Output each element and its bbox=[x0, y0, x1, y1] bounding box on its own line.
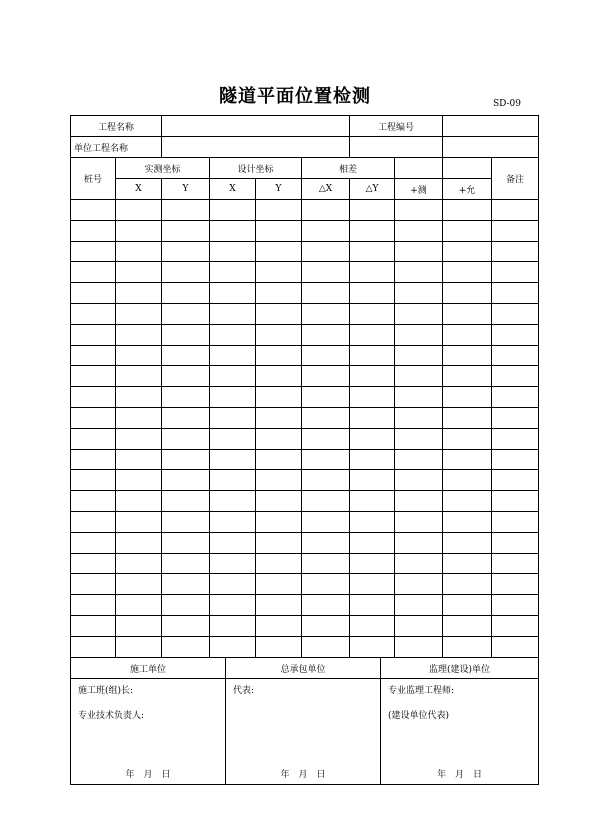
table-cell[interactable] bbox=[395, 366, 443, 387]
table-row bbox=[71, 470, 539, 491]
table-cell[interactable] bbox=[395, 345, 443, 366]
table-cell[interactable] bbox=[492, 428, 539, 449]
table-cell[interactable] bbox=[256, 345, 302, 366]
table-row bbox=[71, 636, 539, 657]
table-row bbox=[71, 574, 539, 595]
table-cell[interactable] bbox=[256, 428, 302, 449]
table-cell[interactable] bbox=[116, 283, 162, 304]
table-cell[interactable] bbox=[116, 324, 162, 345]
table-cell[interactable] bbox=[71, 615, 116, 636]
table-cell[interactable] bbox=[302, 345, 350, 366]
table-cell[interactable] bbox=[210, 553, 256, 574]
table-cell[interactable] bbox=[162, 407, 210, 428]
form-code: SD-09 bbox=[492, 99, 521, 109]
table-cell[interactable] bbox=[443, 574, 492, 595]
table-cell[interactable] bbox=[350, 636, 395, 657]
table-cell[interactable] bbox=[162, 220, 210, 241]
col-design-y: Y bbox=[256, 179, 302, 200]
table-cell[interactable] bbox=[162, 200, 210, 221]
table-cell[interactable] bbox=[256, 553, 302, 574]
table-cell[interactable] bbox=[302, 220, 350, 241]
table-cell[interactable] bbox=[350, 324, 395, 345]
table-cell[interactable] bbox=[443, 200, 492, 221]
table-cell[interactable] bbox=[71, 574, 116, 595]
table-cell[interactable] bbox=[116, 553, 162, 574]
table-cell[interactable] bbox=[116, 220, 162, 241]
table-cell[interactable] bbox=[256, 615, 302, 636]
table-row bbox=[71, 262, 539, 283]
table-cell[interactable] bbox=[443, 595, 492, 616]
data-rows bbox=[71, 200, 539, 658]
table-cell[interactable] bbox=[116, 595, 162, 616]
table-cell[interactable] bbox=[256, 636, 302, 657]
header-row-project bbox=[71, 116, 539, 137]
table-cell[interactable] bbox=[116, 428, 162, 449]
table-cell[interactable] bbox=[71, 407, 116, 428]
table-cell[interactable] bbox=[350, 200, 395, 221]
table-cell[interactable] bbox=[492, 200, 539, 221]
table-cell[interactable] bbox=[395, 615, 443, 636]
table-cell[interactable] bbox=[71, 345, 116, 366]
table-cell[interactable] bbox=[350, 532, 395, 553]
project-name-field[interactable] bbox=[162, 116, 350, 137]
table-cell[interactable] bbox=[71, 387, 116, 408]
table-cell[interactable] bbox=[492, 241, 539, 262]
col-plus-allowed: +允 bbox=[443, 179, 492, 200]
table-cell[interactable] bbox=[395, 324, 443, 345]
table-cell[interactable] bbox=[302, 303, 350, 324]
table-cell[interactable] bbox=[395, 262, 443, 283]
table-cell[interactable] bbox=[492, 636, 539, 657]
table-cell[interactable] bbox=[350, 241, 395, 262]
table-cell[interactable] bbox=[71, 491, 116, 512]
table-cell[interactable] bbox=[210, 283, 256, 304]
table-cell[interactable] bbox=[492, 449, 539, 470]
table-cell[interactable] bbox=[492, 553, 539, 574]
construction-signature-cell[interactable] bbox=[71, 679, 226, 785]
table-cell[interactable] bbox=[492, 262, 539, 283]
table-cell[interactable] bbox=[256, 511, 302, 532]
table-row bbox=[71, 553, 539, 574]
table-cell[interactable] bbox=[350, 574, 395, 595]
table-cell[interactable] bbox=[210, 491, 256, 512]
table-cell[interactable] bbox=[350, 283, 395, 304]
table-cell[interactable] bbox=[492, 303, 539, 324]
supervision-signature-cell[interactable] bbox=[381, 679, 539, 785]
signature-table bbox=[70, 657, 539, 785]
table-cell[interactable] bbox=[350, 345, 395, 366]
table-cell[interactable] bbox=[162, 595, 210, 616]
table-cell[interactable] bbox=[492, 574, 539, 595]
table-cell[interactable] bbox=[71, 636, 116, 657]
table-row bbox=[71, 283, 539, 304]
table-cell[interactable] bbox=[350, 387, 395, 408]
table-row bbox=[71, 366, 539, 387]
table-cell[interactable] bbox=[210, 387, 256, 408]
table-cell[interactable] bbox=[210, 532, 256, 553]
col-design: 设计坐标 bbox=[210, 158, 302, 179]
table-cell[interactable] bbox=[116, 387, 162, 408]
table-cell[interactable] bbox=[443, 324, 492, 345]
table-cell[interactable] bbox=[162, 449, 210, 470]
table-cell[interactable] bbox=[395, 220, 443, 241]
table-cell[interactable] bbox=[256, 491, 302, 512]
table-row bbox=[71, 428, 539, 449]
table-cell[interactable] bbox=[395, 636, 443, 657]
table-cell[interactable] bbox=[443, 449, 492, 470]
table-cell[interactable] bbox=[492, 220, 539, 241]
table-cell[interactable] bbox=[350, 615, 395, 636]
table-cell[interactable] bbox=[395, 574, 443, 595]
table-cell[interactable] bbox=[71, 428, 116, 449]
table-cell[interactable] bbox=[492, 595, 539, 616]
table-cell[interactable] bbox=[116, 366, 162, 387]
table-cell[interactable] bbox=[162, 241, 210, 262]
table-cell[interactable] bbox=[256, 220, 302, 241]
table-row bbox=[71, 220, 539, 241]
table-cell[interactable] bbox=[116, 262, 162, 283]
table-cell[interactable] bbox=[492, 366, 539, 387]
table-cell[interactable] bbox=[256, 449, 302, 470]
col-remarks: 备注 bbox=[492, 158, 539, 200]
form-title: 隧道平面位置检测 bbox=[219, 86, 371, 107]
table-cell[interactable] bbox=[302, 262, 350, 283]
table-cell[interactable] bbox=[210, 200, 256, 221]
table-cell[interactable] bbox=[116, 511, 162, 532]
table-cell[interactable] bbox=[443, 470, 492, 491]
table-cell[interactable] bbox=[492, 387, 539, 408]
table-row bbox=[71, 345, 539, 366]
supervision-date: 年 月 日 bbox=[436, 770, 482, 780]
table-row bbox=[71, 449, 539, 470]
unit-project-label: 单位工程名称 bbox=[71, 137, 162, 158]
table-cell[interactable] bbox=[443, 387, 492, 408]
construction-unit-label: 施工单位 bbox=[71, 658, 226, 679]
table-cell[interactable] bbox=[162, 636, 210, 657]
table-cell[interactable] bbox=[302, 470, 350, 491]
table-cell[interactable] bbox=[71, 449, 116, 470]
table-cell[interactable] bbox=[71, 262, 116, 283]
table-cell[interactable] bbox=[302, 387, 350, 408]
table-cell[interactable] bbox=[162, 303, 210, 324]
table-cell[interactable] bbox=[302, 241, 350, 262]
table-cell[interactable] bbox=[443, 491, 492, 512]
table-cell[interactable] bbox=[302, 574, 350, 595]
table-cell[interactable] bbox=[71, 200, 116, 221]
table-cell[interactable] bbox=[302, 491, 350, 512]
table-cell[interactable] bbox=[256, 574, 302, 595]
construction-date: 年 月 日 bbox=[125, 770, 171, 780]
table-cell[interactable] bbox=[256, 470, 302, 491]
table-cell[interactable] bbox=[210, 449, 256, 470]
table-cell[interactable] bbox=[210, 511, 256, 532]
table-cell[interactable] bbox=[162, 324, 210, 345]
table-cell[interactable] bbox=[492, 511, 539, 532]
table-cell[interactable] bbox=[116, 200, 162, 221]
col-measured: 实测坐标 bbox=[116, 158, 210, 179]
table-cell[interactable] bbox=[116, 491, 162, 512]
table-cell[interactable] bbox=[395, 532, 443, 553]
table-cell[interactable] bbox=[302, 636, 350, 657]
table-cell[interactable] bbox=[210, 407, 256, 428]
table-cell[interactable] bbox=[256, 387, 302, 408]
representative-label: 代表: bbox=[233, 686, 255, 696]
table-cell[interactable] bbox=[210, 241, 256, 262]
project-no-field[interactable] bbox=[443, 116, 539, 137]
table-cell[interactable] bbox=[210, 303, 256, 324]
table-cell[interactable] bbox=[302, 366, 350, 387]
table-cell[interactable] bbox=[395, 200, 443, 221]
table-cell[interactable] bbox=[256, 595, 302, 616]
table-cell[interactable] bbox=[395, 428, 443, 449]
table-row bbox=[71, 387, 539, 408]
table-cell[interactable] bbox=[443, 615, 492, 636]
table-cell[interactable] bbox=[443, 636, 492, 657]
unit-project-blank-1[interactable] bbox=[350, 137, 443, 158]
table-cell[interactable] bbox=[395, 511, 443, 532]
table-cell[interactable] bbox=[162, 262, 210, 283]
table-cell[interactable] bbox=[210, 615, 256, 636]
column-header-row-1 bbox=[71, 158, 539, 179]
col-measured-y: Y bbox=[162, 179, 210, 200]
unit-project-blank-2[interactable] bbox=[443, 137, 539, 158]
table-cell[interactable] bbox=[443, 220, 492, 241]
table-cell[interactable] bbox=[302, 324, 350, 345]
table-cell[interactable] bbox=[443, 241, 492, 262]
table-cell[interactable] bbox=[162, 511, 210, 532]
table-cell[interactable] bbox=[71, 303, 116, 324]
table-cell[interactable] bbox=[492, 532, 539, 553]
table-cell[interactable] bbox=[210, 574, 256, 595]
inspection-table bbox=[70, 115, 539, 658]
table-cell[interactable] bbox=[492, 491, 539, 512]
table-cell[interactable] bbox=[256, 303, 302, 324]
table-cell[interactable] bbox=[256, 324, 302, 345]
table-cell[interactable] bbox=[71, 283, 116, 304]
table-cell[interactable] bbox=[350, 470, 395, 491]
tech-lead-label: 专业技术负责人: bbox=[78, 711, 145, 721]
table-row bbox=[71, 532, 539, 553]
table-cell[interactable] bbox=[350, 553, 395, 574]
table-cell[interactable] bbox=[350, 491, 395, 512]
table-cell[interactable] bbox=[210, 324, 256, 345]
table-cell[interactable] bbox=[116, 615, 162, 636]
supervising-engineer-label: 专业监理工程师: bbox=[388, 686, 455, 696]
table-cell[interactable] bbox=[443, 262, 492, 283]
table-cell[interactable] bbox=[350, 428, 395, 449]
table-cell[interactable] bbox=[210, 262, 256, 283]
table-cell[interactable] bbox=[256, 407, 302, 428]
table-cell[interactable] bbox=[492, 407, 539, 428]
table-cell[interactable] bbox=[443, 532, 492, 553]
column-header-row-2 bbox=[71, 179, 539, 200]
table-cell[interactable] bbox=[395, 470, 443, 491]
table-cell[interactable] bbox=[71, 553, 116, 574]
table-cell[interactable] bbox=[350, 220, 395, 241]
unit-project-field[interactable] bbox=[162, 137, 350, 158]
table-cell[interactable] bbox=[71, 532, 116, 553]
table-cell[interactable] bbox=[256, 283, 302, 304]
table-cell[interactable] bbox=[116, 449, 162, 470]
table-cell[interactable] bbox=[395, 241, 443, 262]
col-delta-x: △X bbox=[302, 179, 350, 200]
table-cell[interactable] bbox=[443, 407, 492, 428]
table-row bbox=[71, 200, 539, 221]
table-cell[interactable] bbox=[395, 553, 443, 574]
table-cell[interactable] bbox=[492, 615, 539, 636]
table-row bbox=[71, 491, 539, 512]
table-cell[interactable] bbox=[443, 345, 492, 366]
col-blank-2 bbox=[443, 158, 492, 179]
table-cell[interactable] bbox=[162, 345, 210, 366]
table-cell[interactable] bbox=[395, 387, 443, 408]
table-cell[interactable] bbox=[350, 595, 395, 616]
table-cell[interactable] bbox=[350, 366, 395, 387]
table-cell[interactable] bbox=[116, 407, 162, 428]
table-cell[interactable] bbox=[350, 407, 395, 428]
table-cell[interactable] bbox=[71, 241, 116, 262]
table-cell[interactable] bbox=[395, 491, 443, 512]
table-cell[interactable] bbox=[350, 303, 395, 324]
table-cell[interactable] bbox=[116, 345, 162, 366]
table-cell[interactable] bbox=[395, 595, 443, 616]
table-cell[interactable] bbox=[302, 595, 350, 616]
owner-rep-label: (建设单位代表) bbox=[388, 711, 450, 721]
table-cell[interactable] bbox=[256, 241, 302, 262]
project-no-label: 工程编号 bbox=[350, 116, 443, 137]
table-cell[interactable] bbox=[210, 595, 256, 616]
table-cell[interactable] bbox=[116, 532, 162, 553]
table-cell[interactable] bbox=[256, 262, 302, 283]
table-row bbox=[71, 595, 539, 616]
table-cell[interactable] bbox=[116, 470, 162, 491]
table-cell[interactable] bbox=[116, 636, 162, 657]
table-cell[interactable] bbox=[71, 470, 116, 491]
header-row-unit bbox=[71, 137, 539, 158]
table-cell[interactable] bbox=[395, 283, 443, 304]
table-cell[interactable] bbox=[443, 283, 492, 304]
table-cell[interactable] bbox=[162, 470, 210, 491]
table-cell[interactable] bbox=[256, 200, 302, 221]
contractor-date: 年 月 日 bbox=[280, 770, 326, 780]
table-cell[interactable] bbox=[443, 428, 492, 449]
table-cell[interactable] bbox=[492, 283, 539, 304]
table-cell[interactable] bbox=[71, 324, 116, 345]
table-cell[interactable] bbox=[210, 366, 256, 387]
table-cell[interactable] bbox=[443, 366, 492, 387]
project-name-label: 工程名称 bbox=[71, 116, 162, 137]
table-cell[interactable] bbox=[302, 511, 350, 532]
table-cell[interactable] bbox=[162, 574, 210, 595]
table-cell[interactable] bbox=[116, 303, 162, 324]
table-cell[interactable] bbox=[395, 303, 443, 324]
table-cell[interactable] bbox=[210, 220, 256, 241]
table-cell[interactable] bbox=[492, 324, 539, 345]
col-station: 桩号 bbox=[71, 158, 116, 200]
col-measured-x: X bbox=[116, 179, 162, 200]
table-cell[interactable] bbox=[71, 595, 116, 616]
table-cell[interactable] bbox=[443, 553, 492, 574]
table-cell[interactable] bbox=[256, 532, 302, 553]
table-cell[interactable] bbox=[162, 428, 210, 449]
table-cell[interactable] bbox=[302, 407, 350, 428]
table-cell[interactable] bbox=[302, 428, 350, 449]
table-cell[interactable] bbox=[210, 470, 256, 491]
table-cell[interactable] bbox=[395, 407, 443, 428]
table-row bbox=[71, 407, 539, 428]
table-row bbox=[71, 511, 539, 532]
table-cell[interactable] bbox=[162, 366, 210, 387]
table-cell[interactable] bbox=[162, 553, 210, 574]
col-design-x: X bbox=[210, 179, 256, 200]
team-leader-label: 施工班(组)长: bbox=[78, 686, 134, 696]
table-cell[interactable] bbox=[302, 449, 350, 470]
table-cell[interactable] bbox=[350, 449, 395, 470]
table-row bbox=[71, 241, 539, 262]
table-row bbox=[71, 324, 539, 345]
col-delta-y: △Y bbox=[350, 179, 395, 200]
table-cell[interactable] bbox=[302, 553, 350, 574]
table-cell[interactable] bbox=[116, 574, 162, 595]
table-cell[interactable] bbox=[302, 283, 350, 304]
table-cell[interactable] bbox=[256, 366, 302, 387]
col-plus-measured: +测 bbox=[395, 179, 443, 200]
col-difference: 相差 bbox=[302, 158, 395, 179]
table-row bbox=[71, 615, 539, 636]
table-cell[interactable] bbox=[162, 532, 210, 553]
table-cell[interactable] bbox=[162, 387, 210, 408]
general-contractor-label: 总承包单位 bbox=[226, 658, 381, 679]
table-cell[interactable] bbox=[443, 511, 492, 532]
table-cell[interactable] bbox=[302, 200, 350, 221]
table-cell[interactable] bbox=[492, 345, 539, 366]
table-row bbox=[71, 303, 539, 324]
table-cell[interactable] bbox=[443, 303, 492, 324]
table-cell[interactable] bbox=[162, 283, 210, 304]
table-cell[interactable] bbox=[302, 532, 350, 553]
contractor-signature-cell[interactable] bbox=[226, 679, 381, 785]
col-blank-1 bbox=[395, 158, 443, 179]
table-cell[interactable] bbox=[71, 366, 116, 387]
table-cell[interactable] bbox=[492, 470, 539, 491]
table-cell[interactable] bbox=[71, 220, 116, 241]
table-cell[interactable] bbox=[350, 511, 395, 532]
table-cell[interactable] bbox=[162, 615, 210, 636]
table-cell[interactable] bbox=[302, 615, 350, 636]
table-cell[interactable] bbox=[210, 428, 256, 449]
supervision-unit-label: 监理(建设)单位 bbox=[381, 658, 539, 679]
table-cell[interactable] bbox=[116, 241, 162, 262]
table-cell[interactable] bbox=[162, 491, 210, 512]
table-cell[interactable] bbox=[395, 449, 443, 470]
table-cell[interactable] bbox=[350, 262, 395, 283]
table-cell[interactable] bbox=[210, 636, 256, 657]
table-cell[interactable] bbox=[71, 511, 116, 532]
table-cell[interactable] bbox=[210, 345, 256, 366]
